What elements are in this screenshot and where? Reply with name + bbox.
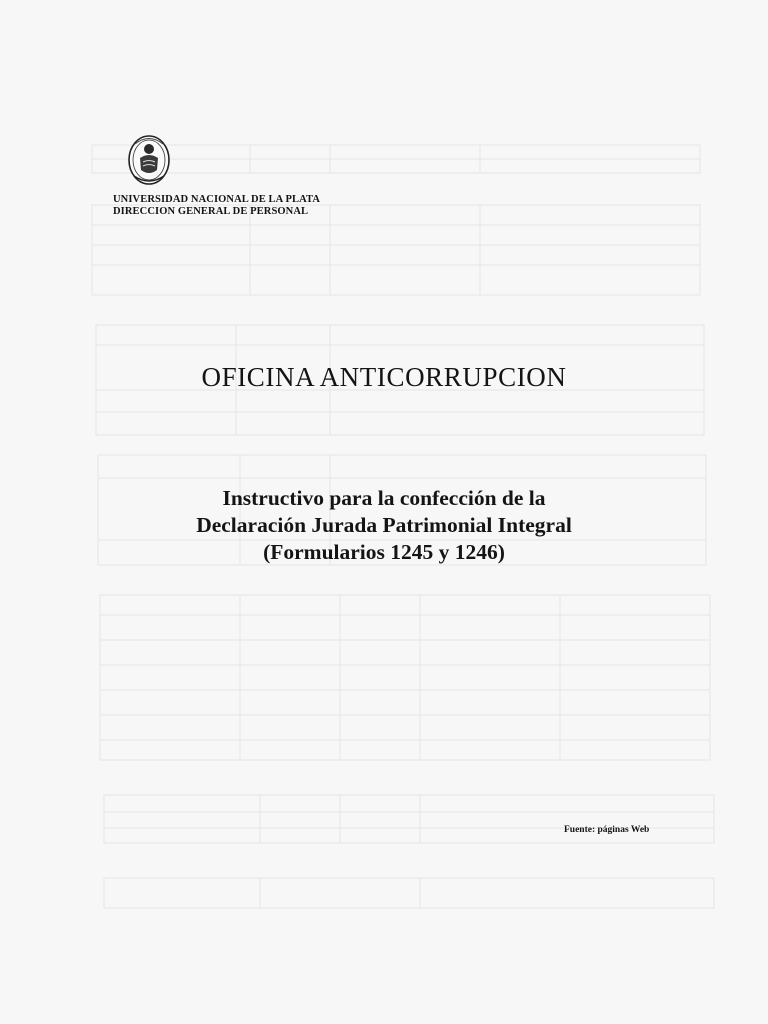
subtitle-line-2: Declaración Jurada Patrimonial Integral — [196, 513, 572, 537]
document-subtitle — [0, 485, 768, 566]
university-name: UNIVERSIDAD NACIONAL DE LA PLATA — [113, 194, 321, 205]
institution-header — [113, 194, 320, 218]
source-note: Fuente: páginas Web — [564, 825, 650, 835]
subtitle-line-3: (Formularios 1245 y 1246) — [263, 540, 505, 564]
subtitle-line-1: Instructivo para la confección de la — [222, 486, 546, 510]
page-title: OFICINA ANTICORRUPCION — [201, 362, 567, 392]
department-name: DIRECCION GENERAL DE PERSONAL — [113, 206, 309, 217]
university-seal-icon — [126, 132, 172, 188]
